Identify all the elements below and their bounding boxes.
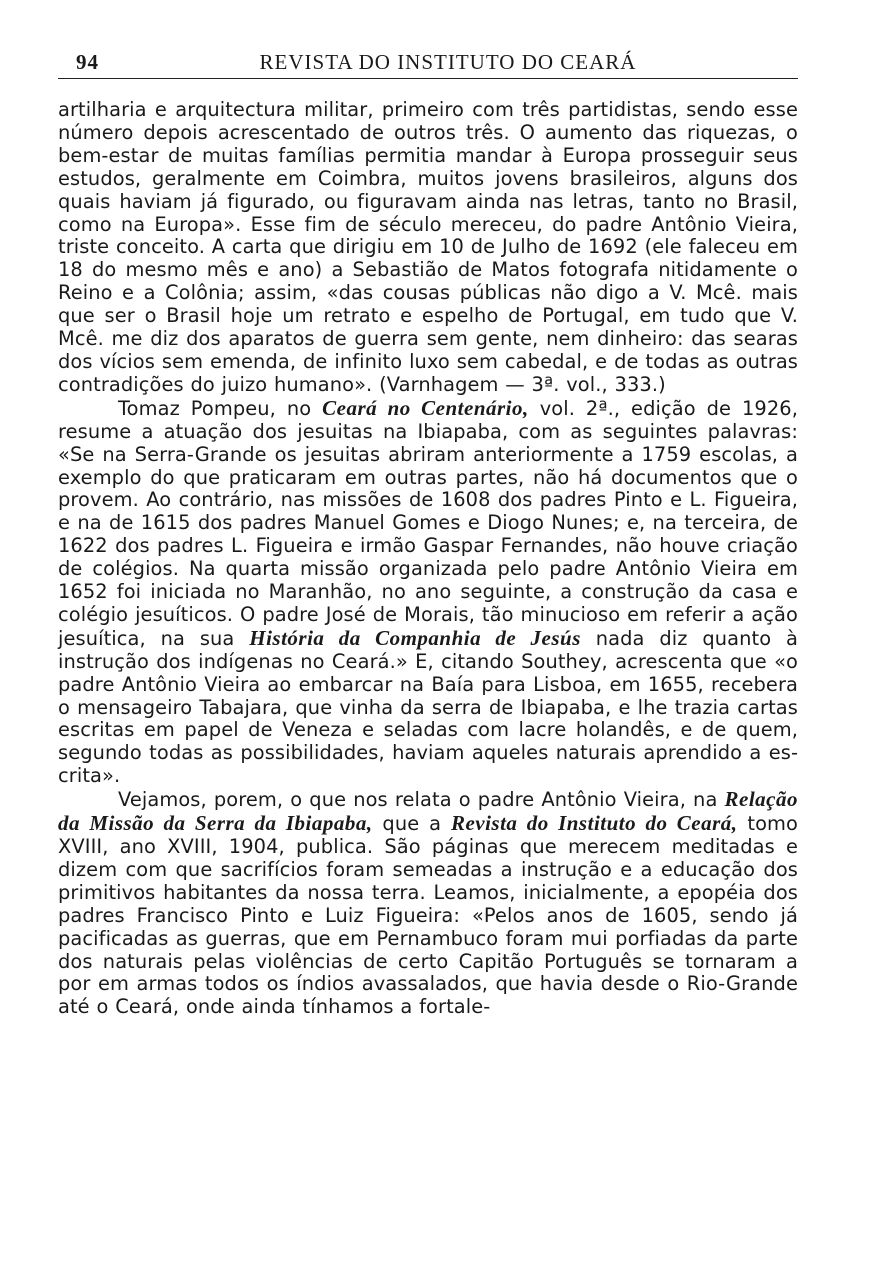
paragraph-2-text-c: nada diz quanto à instrução dos indígenas no Ceará.» E, citando Southey, acrescenta que «o padre Antônio Vieira ao embarcar na Baía para Lisboa, em 1655, recebera o mensageiro Tabajara, que vinha da serra de Ibiapaba, e lhe trazia cartas escritas em papel de Veneza e seladas com lacre holandês, e de quem, segundo todas as possibilidades, haviam aqueles naturais aprendido a escrita». [58,626,798,788]
paragraph-1 [58,99,798,397]
paragraph-3 [58,788,798,1019]
paragraph-1-text: artilharia e arquitectura militar, primeiro com três partidistas, sendo esse número depois acrescentado de outros três. O aumento das riquezas, o bem-estar de muitas famílias permitia mandar à Europa prosseguir seus estudos, geralmente em Coimbra, muitos jovens brasileiros, alguns dos quais haviam já figurado, ou figuravam ainda nas letras, tanto no Brasil, como na Europa». Esse fim de século mereceu, do padre Antônio Vieira, triste conceito. A carta que dirigiu em 10 de Julho de 1692 (ele faleceu em 18 do mesmo mês e ano) a Sebastião de Matos fotografa nitidamente o Reino e a Colônia; assim, «das cousas públicas não digo a V. Mcê. mais que ser o Brasil hoje um retrato e espelho de Portugal, em tudo que V. Mcê. me diz dos aparatos de guerra sem gente, nem dinheiro: das searas dos vícios sem emenda, de infinito luxo sem cabedal, e de todas as outras contradições do juizo humano». (Varnhagem — 3ª. vol., 333.) [58,98,798,396]
paragraph-3-text-c: tomo XVIII, ano XVIII, 1904, publica. São páginas que merecem meditadas e dizem com que sacrifícios foram semeadas a instrução e a educação dos primitivos habitantes da nossa terra. Leamos, inicialmente, a epopéia dos padres Francisco Pinto e Luiz Figueira: «Pelos anos de 1605, sendo já pacificadas as guerras, que em Pernambuco foram mui porfiadas da parte dos naturais pelas violências de certo Capitão Português se tornaram a por em armas todos os índios avassalados, que havia desde o Rio-Grande até o Ceará, onde ainda tínhamos a fortale- [58,812,798,1019]
body-text [58,99,798,1019]
paragraph-2-text-a: Tomaz Pompeu, no [118,396,323,420]
book-page [58,48,798,1019]
paragraph-2-text-b: vol. 2ª., edição de 1926, resume a atuação dos jesuitas na Ibiapaba, com as seguintes palavras: «Se na Serra-Grande os jesuitas abriram anteriormente a 1759 escolas, a exemplo do que praticaram em outras partes, não há documentos que o provem. Ao contrário, nas missões de 1608 dos padres Pinto e L. Figueira, e na de 1615 dos padres Manuel Gomes e Diogo Nunes; e, na terceira, de 1622 dos padres L. Figueira e irmão Gaspar Fernandes, não houve criação de colégios. Na quarta missão organizada pelo padre Antônio Vieira em 1652 foi iniciada no Maranhão, no ano seguinte, a construção da casa e colégio jesuíticos. O padre José de Morais, tão minucioso em referir a ação jesuítica, na sua [58,396,798,650]
book-title-historia-da-companhia: História da Companhia de Jesús [249,625,581,650]
book-title-ceara-no-centenario: Ceará no Centenário, [322,395,529,420]
journal-title-revista-do-instituto: Revista do Instituto do Ceará, [450,811,738,836]
journal-title: REVISTA DO INSTITUTO DO CEARÁ [259,50,637,74]
paragraph-3-text-a: Vejamos, porem, o que nos relata o padre Antônio Vieira, na [118,788,725,812]
paragraph-3-text-b: que a [372,812,451,836]
running-header [58,48,798,79]
book-title-relacao-da-missao: Relação da Missão da Serra da Ibiapaba, [58,787,798,836]
page-number: 94 [76,50,99,74]
paragraph-2 [58,397,798,788]
